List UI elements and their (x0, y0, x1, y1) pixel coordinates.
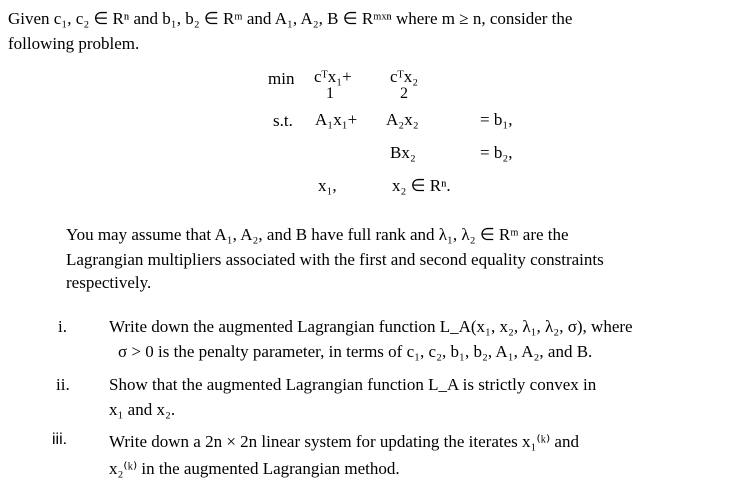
objective-subscript-2: 2 (400, 85, 408, 102)
question-2-line-1: Show that the augmented Lagrangian function L_A is strictly convex in (109, 375, 597, 394)
question-2-marker: ii. (56, 375, 70, 394)
question-1-marker: i. (58, 317, 67, 336)
constraint-1-lhs-1: A₁x₁+ (315, 110, 358, 129)
constraint-2-lhs: Bx₂ (390, 143, 416, 162)
assumption-line-3: respectively. (66, 273, 152, 292)
constraint-1-lhs-2: A₂x₂ (386, 110, 419, 129)
question-1-line-1: Write down the augmented Lagrangian function L_A(x₁, x₂, λ₁, λ₂, σ), where (109, 317, 633, 336)
intro-line-1: Given c₁, c₂ ∈ Rⁿ and b₁, b₂ ∈ Rᵐ and A₁, A₂, B ∈ Rᵐˣⁿ where m ≥ n, consider the (8, 9, 573, 28)
question-3-line-2: x₂⁽ᵏ⁾ in the augmented Lagrangian method. (109, 459, 400, 478)
question-3-marker: iii. (52, 431, 68, 448)
question-1-line-2: σ > 0 is the penalty parameter, in terms of c₁, c₂, b₁, b₂, A₁, A₂, and B. (118, 342, 593, 361)
constraint-1-rhs: = b₁, (480, 110, 513, 129)
st-label: s.t. (273, 111, 293, 130)
assumption-line-1: You may assume that A₁, A₂, and B have full rank and λ₁, λ₂ ∈ Rᵐ are the (66, 225, 569, 244)
intro-line-2: following problem. (8, 34, 140, 53)
objective-term-1: cᵀx₁+ (314, 67, 352, 86)
constraint-2-rhs: = b₂, (480, 143, 513, 162)
question-3-line-1: Write down a 2n × 2n linear system for updating the iterates x₁⁽ᵏ⁾ and (109, 432, 579, 451)
assumption-line-2: Lagrangian multipliers associated with the first and second equality constraints (66, 250, 604, 269)
objective-subscript-1: 1 (326, 85, 334, 102)
domain-x2: x₂ ∈ Rⁿ. (392, 176, 451, 195)
question-2-line-2: x₁ and x₂. (109, 400, 176, 419)
objective-term-2: cᵀx₂ (390, 67, 419, 86)
domain-x1: x₁, (318, 176, 337, 195)
min-label: min (268, 69, 295, 88)
